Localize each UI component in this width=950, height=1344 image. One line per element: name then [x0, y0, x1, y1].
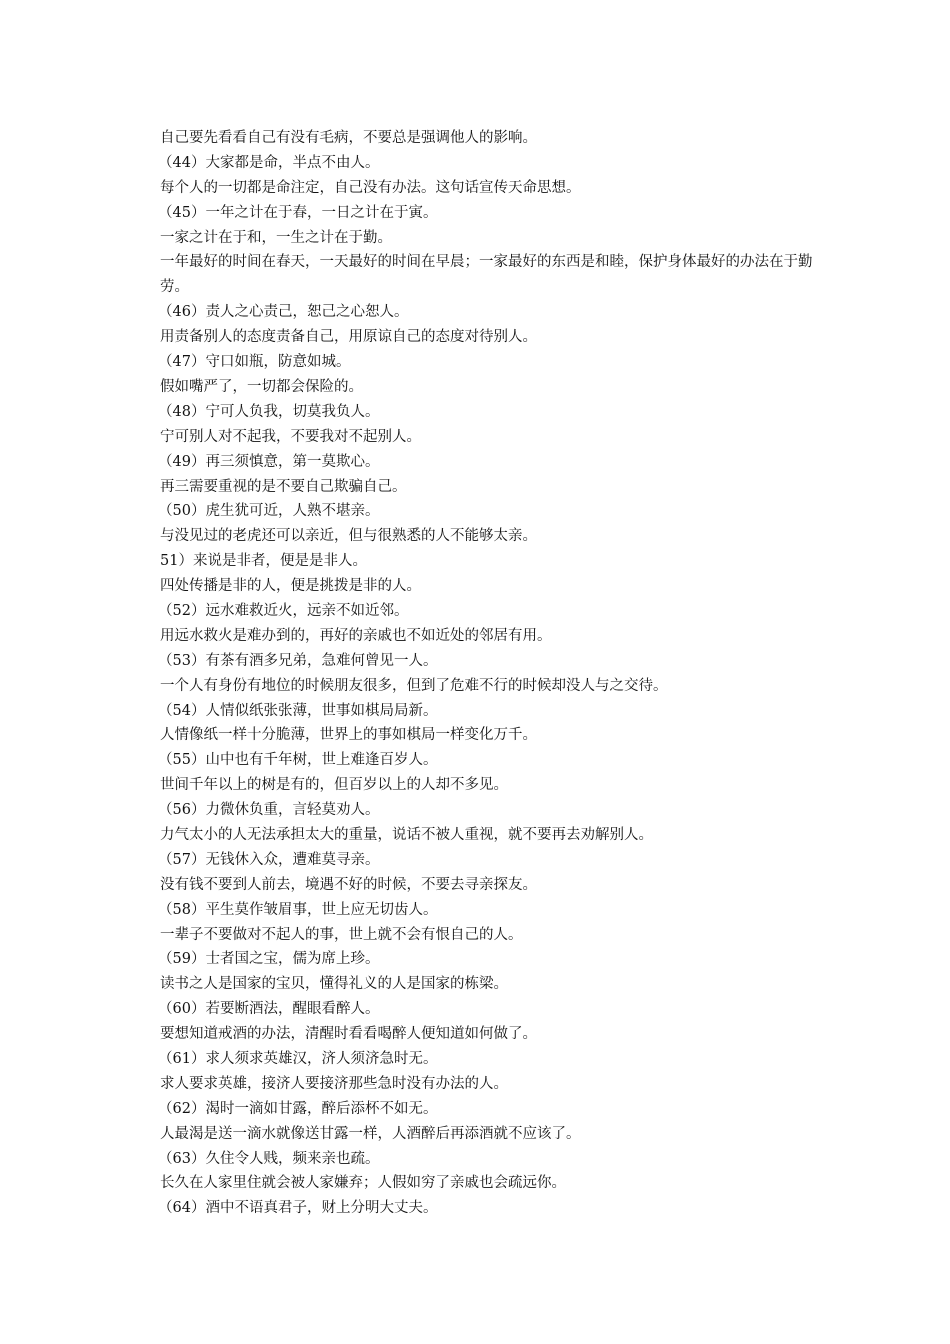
proverb-line: （44）大家都是命，半点不由人。 [158, 154, 380, 171]
text-line: 一家之计在于和，一生之计在于勤。 [160, 229, 392, 246]
text-line: 每个人的一切都是命注定，自己没有办法。这句话宣传天命思想。 [160, 179, 581, 196]
proverb-line: （53）有茶有酒多兄弟，急难何曾见一人。 [158, 652, 438, 669]
text-line: 长久在人家里住就会被人家嫌弃；人假如穷了亲戚也会疏远你。 [160, 1175, 566, 1192]
text-line: 用责备别人的态度责备自己，用原谅自己的态度对待别人。 [160, 329, 537, 346]
proverb-line: （48）宁可人负我，切莫我负人。 [158, 403, 380, 420]
text-line: 一个人有身份有地位的时候朋友很多，但到了危难不行的时候却没人与之交待。 [160, 677, 668, 694]
proverb-line: （62）渴时一滴如甘露，醉后添杯不如无。 [158, 1100, 438, 1117]
proverb-line: 51）来说是非者，便是是非人。 [160, 553, 367, 570]
text-line: 没有钱不要到人前去，境遇不好的时候，不要去寻亲探友。 [160, 876, 537, 893]
proverb-line: （56）力微休负重，言轻莫劝人。 [158, 802, 380, 819]
text-line: 求人要求英雄，接济人要接济那些急时没有办法的人。 [160, 1075, 508, 1092]
proverb-line: （57）无钱休入众，遭难莫寻亲。 [158, 851, 380, 868]
proverb-line: （50）虎生犹可近，人熟不堪亲。 [158, 503, 380, 520]
text-line: 一年最好的时间在春天，一天最好的时间在早晨；一家最好的东西是和睦，保护身体最好的办法在于勤劳。 [160, 254, 813, 296]
proverb-line: （45）一年之计在于春，一日之计在于寅。 [158, 204, 438, 221]
text-line: 假如嘴严了，一切都会保险的。 [160, 378, 363, 395]
proverb-line: （64）酒中不语真君子，财上分明大丈夫。 [158, 1200, 438, 1217]
text-line: 世间千年以上的树是有的，但百岁以上的人却不多见。 [160, 777, 508, 794]
text-line: 一辈子不要做对不起人的事，世上就不会有恨自己的人。 [160, 926, 523, 943]
proverb-line: （60）若要断酒法，醒眼看醉人。 [158, 1001, 380, 1018]
proverb-line: （54）人情似纸张张薄，世事如棋局局新。 [158, 702, 438, 719]
text-line: 再三需要重视的是不要自己欺骗自己。 [160, 478, 407, 495]
text-line: 用远水救火是难办到的，再好的亲戚也不如近处的邻居有用。 [160, 627, 552, 644]
proverb-line: （46）责人之心责己，恕己之心恕人。 [158, 304, 409, 321]
proverb-line: （59）士者国之宝，儒为席上珍。 [158, 951, 380, 968]
text-line: 要想知道戒酒的办法，清醒时看看喝醉人便知道如何做了。 [160, 1026, 537, 1043]
proverb-line: （58）平生莫作皱眉事，世上应无切齿人。 [158, 901, 438, 918]
proverb-line: （55）山中也有千年树，世上难逢百岁人。 [158, 752, 438, 769]
text-line: 读书之人是国家的宝贝，懂得礼义的人是国家的栋梁。 [160, 976, 508, 993]
text-line: 人最渴是送一滴水就像送甘露一样，人酒醉后再添酒就不应该了。 [160, 1125, 581, 1142]
text-line: 四处传播是非的人，便是挑拨是非的人。 [160, 578, 421, 595]
proverb-line: （52）远水难救近火，远亲不如近邻。 [158, 602, 409, 619]
proverb-line: （63）久住令人贱，频来亲也疏。 [158, 1150, 380, 1167]
proverb-line: （49）再三须慎意，第一莫欺心。 [158, 453, 380, 470]
text-line: 力气太小的人无法承担太大的重量，说话不被人重视，就不要再去劝解别人。 [160, 826, 653, 843]
text-line: 宁可别人对不起我，不要我对不起别人。 [160, 428, 421, 445]
text-line: 与没见过的老虎还可以亲近，但与很熟悉的人不能够太亲。 [160, 528, 537, 545]
text-line: 自己要先看看自己有没有毛病，不要总是强调他人的影响。 [160, 130, 537, 146]
proverb-line: （47）守口如瓶，防意如城。 [158, 354, 351, 371]
text-line: 人情像纸一样十分脆薄，世界上的事如棋局一样变化万千。 [160, 727, 537, 744]
proverb-line: （61）求人须求英雄汉，济人须济急时无。 [158, 1050, 438, 1067]
document-body [140, 126, 820, 1221]
